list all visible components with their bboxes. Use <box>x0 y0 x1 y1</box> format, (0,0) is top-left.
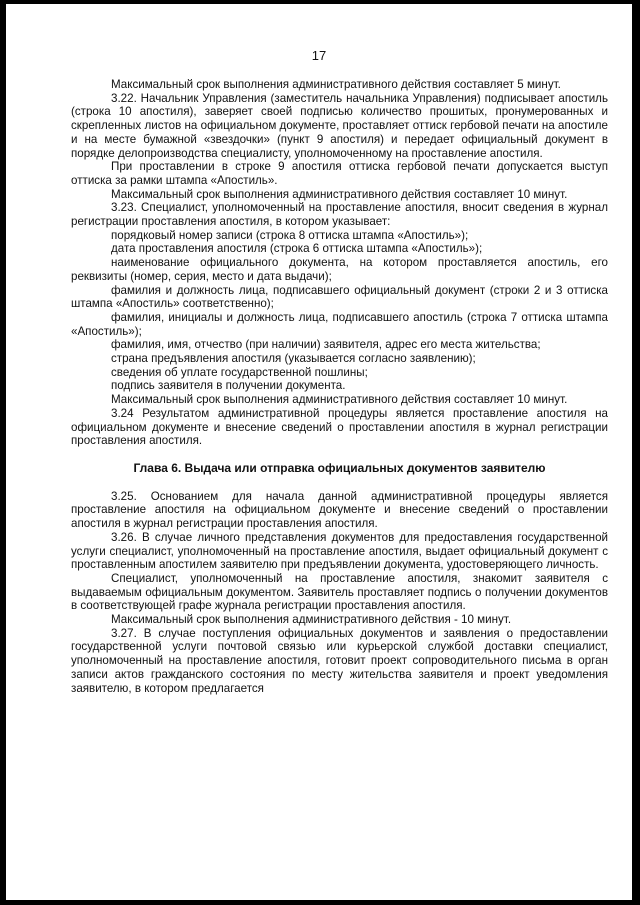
paragraph: Максимальный срок выполнения административного действия составляет 5 минут. <box>111 78 561 91</box>
paragraph: дата проставления апостиля (строка 6 оттиска штампа «Апостиль»); <box>111 242 483 256</box>
paragraph: 3.27. В случае поступления официальных документов и заявления о предоставлении государственной услуги почтовой связью или курьерской службой доставки специалист, уполномоченный на проставление апостиля, готовит проект сопроводительного письма в орган записи актов гражданского состояния по месту жительства заявителя и проект уведомления заявителю, в котором предлагается <box>71 626 608 695</box>
paragraph: фамилия, имя, отчество (при наличии) заявителя, адрес его места жительства; <box>111 338 541 352</box>
paragraph: 3.22. Начальник Управления (заместитель начальника Управления) подписывает апостиль (строка 10 апостиля), заверяет своей подписью количество прошитых, пронумерованных и скрепленных листов на официальном документе, проставляет оттиск гербовой печати на апостиле и на месте бумажной «звездочки» (пункт 9 апостиля) и передает официальный документ в порядке делопроизводства специалисту, уполномоченному на проставление апостиля. <box>71 91 608 160</box>
paragraph: подпись заявителя в получении документа. <box>111 379 346 393</box>
paragraph: порядковый номер записи (строка 8 оттиска штампа «Апостиль»); <box>111 228 469 242</box>
paragraph: Максимальный срок выполнения административного действия составляет 10 минут. <box>111 393 568 407</box>
paragraph: При проставлении в строке 9 апостиля оттиска гербовой печати допускается выступ оттиска за рамки штампа «Апостиль». <box>71 160 608 187</box>
paragraph: сведения об уплате государственной пошлины; <box>111 365 368 379</box>
document-page <box>6 4 632 900</box>
paragraph: фамилия, инициалы и должность лица, подписавшего апостиль (строка 7 оттиска штампа «Апостиль»); <box>71 310 608 338</box>
paragraph: 3.25. Основанием для начала данной административной процедуры является проставление апостиля на официальном документе и внесение сведений о проставлении апостиля в журнал регистрации проставления апостиля. <box>71 489 608 531</box>
paragraph: 3.23. Специалист, уполномоченный на проставление апостиля, вносит сведения в журнал регистрации проставления апостиля, в котором указывает: <box>71 201 608 229</box>
paragraph: 3.24 Результатом административной процедуры является проставление апостиля на официальном документе и внесение сведений о проставлении апостиля в журнал регистрации проставления апостиля. <box>71 406 608 448</box>
paragraph: фамилия и должность лица, подписавшего официальный документ (строки 2 и 3 оттиска штампа «Апостиль» соответственно); <box>71 283 608 311</box>
paragraph: 3.26. В случае личного представления документов для предоставления государственной услуги специалист, уполномоченный на проставление апостиля, выдает официальный документ с проставленным апостилем заявителю при предъявлении документа, удостоверяющего личность. <box>71 530 608 572</box>
paragraph: страна предъявления апостиля (указывается согласно заявлению); <box>111 352 476 366</box>
chapter-heading: Глава 6. Выдача или отправка официальных документов заявителю <box>133 460 546 475</box>
paragraph: наименование официального документа, на котором проставляется апостиль, его реквизиты (номер, серия, место и дата выдачи); <box>71 256 608 283</box>
paragraph: Максимальный срок выполнения административного действия - 10 минут. <box>111 613 512 627</box>
document-body <box>71 78 608 695</box>
page-number: 17 <box>311 48 327 63</box>
paragraph: Специалист, уполномоченный на проставление апостиля, знакомит заявителя с выдаваемым официальным документом. Заявитель проставляет подпись о получении документов в соответствующей графе журнала регистрации проставления апостиля. <box>71 571 608 613</box>
paragraph: Максимальный срок выполнения административного действия составляет 10 минут. <box>111 187 568 201</box>
